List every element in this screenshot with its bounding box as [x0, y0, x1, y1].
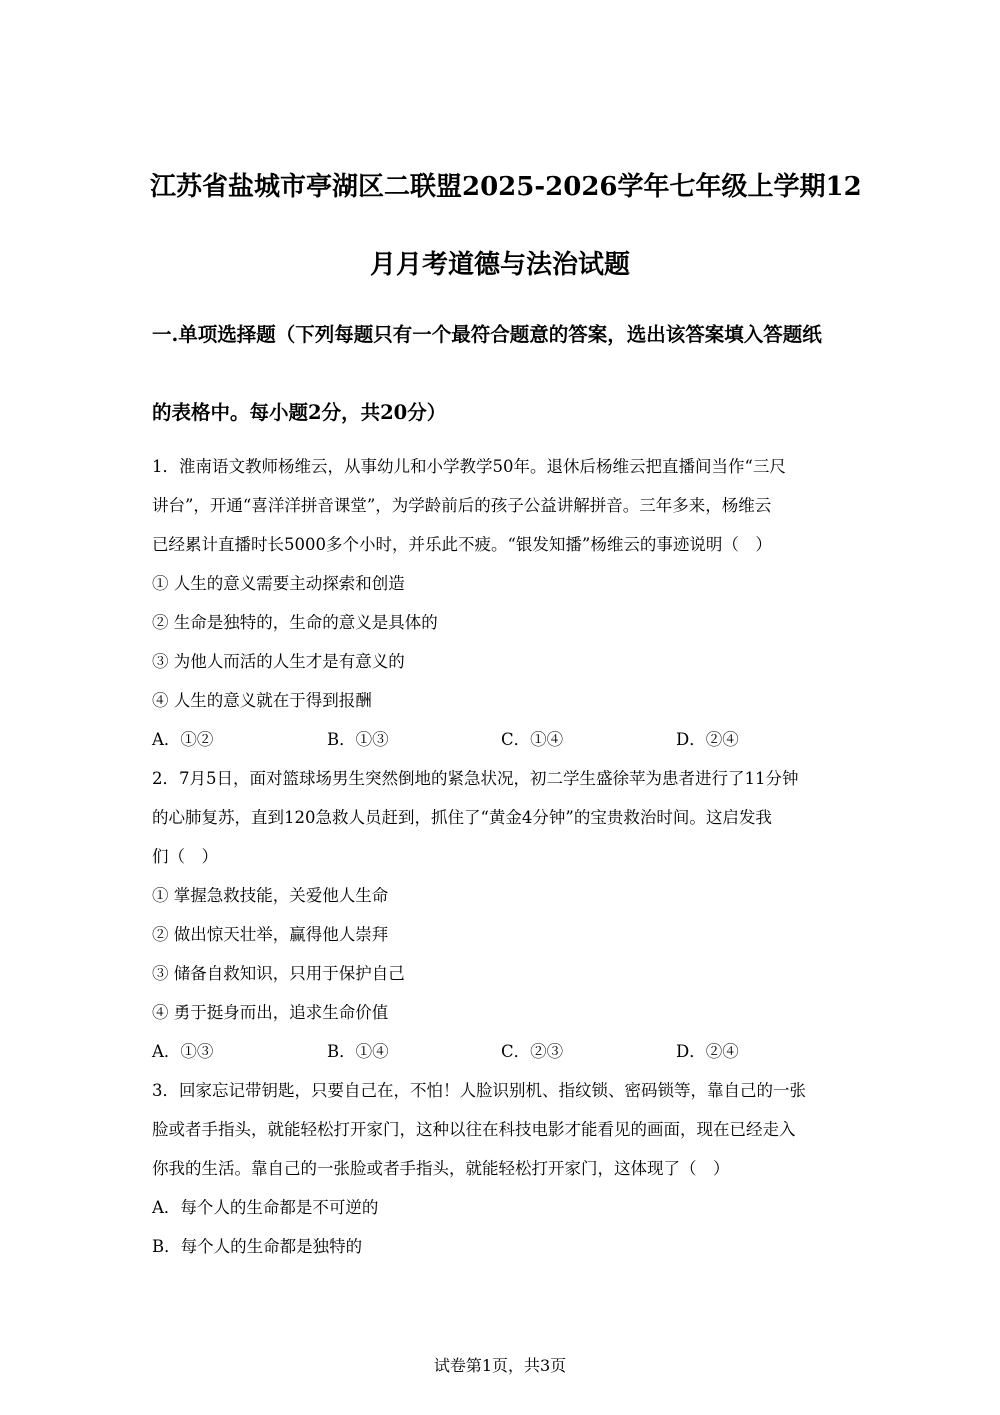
question-2-stem-line: 的心肺复苏，直到120急救人员赶到，抓住了“黄金4分钟”的宝贵救治时间。这启发我: [152, 808, 772, 827]
question-2-option-b: B．①④: [327, 1042, 389, 1061]
question-2-stem-line: 2．7月5日，面对篮球场男生突然倒地的紧急状况，初二学生盛徐苹为患者进行了11分钟: [152, 769, 799, 788]
question-3-option-b: B．每个人的生命都是独特的: [152, 1237, 363, 1256]
question-1-option-a: A．①②: [152, 730, 214, 749]
exam-title-line-1: 江苏省盐城市亭湖区二联盟2025-2026学年七年级上学期12: [150, 172, 862, 202]
question-1-option-b: B．①③: [327, 730, 389, 749]
page-footer: 试卷第1页，共3页: [433, 1356, 567, 1375]
question-2-item: ① 掌握急救技能，关爱他人生命: [152, 886, 389, 905]
section-heading-line-2: 的表格中。每小题2分，共20分）: [152, 401, 447, 424]
question-1-item: ④ 人生的意义就在于得到报酬: [152, 691, 372, 710]
question-3-stem-line: 脸或者手指头，就能轻松打开家门，这种以往在科技电影才能看见的画面，现在已经走入: [152, 1120, 796, 1139]
question-2-option-c: C．②③: [501, 1042, 564, 1061]
exam-title-line-2: 月月考道德与法治试题: [369, 250, 630, 280]
question-1-item: ③ 为他人而活的人生才是有意义的: [152, 652, 405, 671]
question-1-option-d: D．②④: [676, 730, 739, 749]
question-1-stem-line: 已经累计直播时长5000多个小时，并乐此不疲。“银发知播”杨维云的事迹说明（ ）: [152, 535, 772, 554]
question-1-stem-line: 讲台”，开通“喜洋洋拼音课堂”，为学龄前后的孩子公益讲解拼音。三年多来，杨维云: [152, 496, 772, 515]
question-3-stem-line: 3．回家忘记带钥匙，只要自己在，不怕！人脸识别机、指纹锁、密码锁等，靠自己的一张: [152, 1081, 806, 1100]
question-2-option-d: D．②④: [676, 1042, 739, 1061]
question-1-stem-line: 1．淮南语文教师杨维云，从事幼儿和小学教学50年。退休后杨维云把直播间当作“三尺: [152, 457, 786, 476]
question-2-item: ④ 勇于挺身而出，追求生命价值: [152, 1003, 389, 1022]
question-1-option-c: C．①④: [501, 730, 564, 749]
question-1-item: ① 人生的意义需要主动探索和创造: [152, 574, 405, 593]
question-3-stem-line: 你我的生活。靠自己的一张脸或者手指头，就能轻松打开家门，这体现了（ ）: [152, 1159, 730, 1178]
question-1-item: ② 生命是独特的，生命的意义是具体的: [152, 613, 438, 632]
question-2-item: ② 做出惊天壮举，赢得他人崇拜: [152, 925, 389, 944]
question-3-option-a: A．每个人的生命都是不可逆的: [152, 1198, 379, 1217]
question-2-option-a: A．①③: [152, 1042, 214, 1061]
question-2-item: ③ 储备自救知识，只用于保护自己: [152, 964, 405, 983]
question-2-stem-line: 们（ ）: [152, 847, 218, 866]
section-heading-line-1: 一.单项选择题（下列每题只有一个最符合题意的答案，选出该答案填入答题纸: [152, 323, 822, 346]
